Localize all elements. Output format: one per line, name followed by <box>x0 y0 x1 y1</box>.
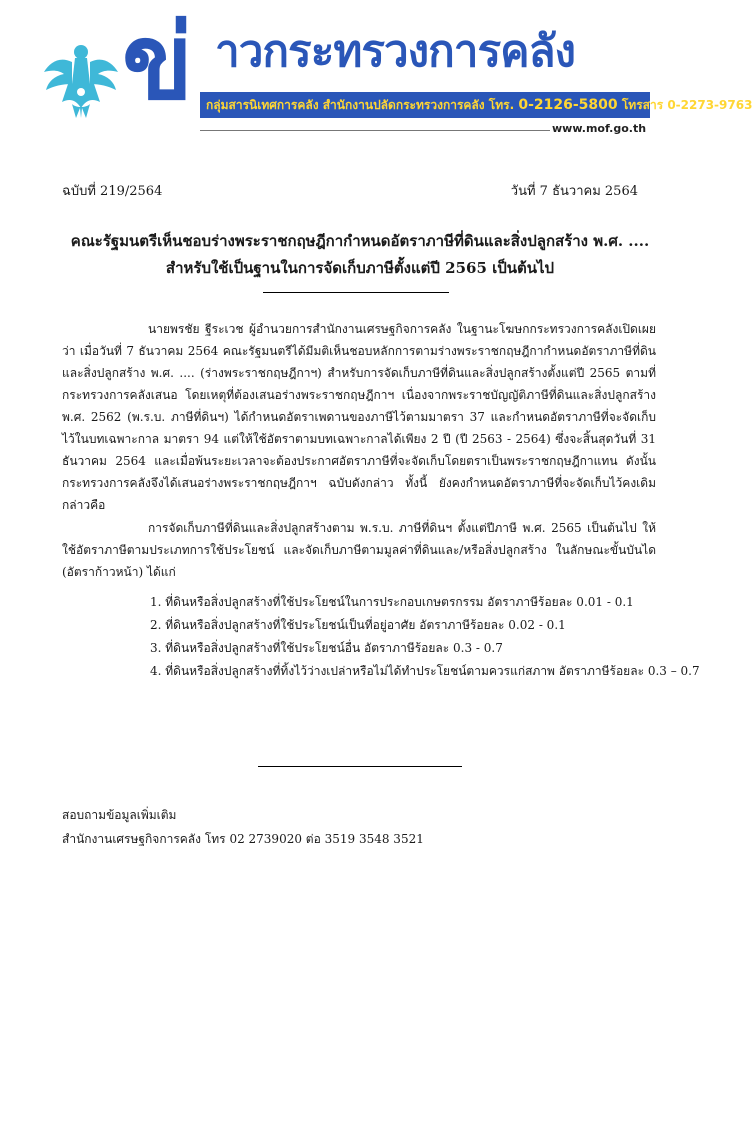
title-line-1: คณะรัฐมนตรีเห็นชอบร่างพระราชกฤษฎีกากำหนดอัตราภาษีที่ดินและสิ่งปลูกสร้าง พ.ศ. .... <box>70 232 650 250</box>
list-item: 2. ที่ดินหรือสิ่งปลูกสร้างที่ใช้ประโยชน์เป็นที่อยู่อาศัย อัตราภาษีร้อยละ 0.02 - 0.1 <box>150 618 566 632</box>
body-paragraph-2: การจัดเก็บภาษีที่ดินและสิ่งปลูกสร้างตาม พ.ร.บ. ภาษีที่ดินฯ ตั้งแต่ปีภาษี พ.ศ. 2565 เป็นต้นไป ให้ใช้อัตราภาษีตามประเภทการใช้ประโยชน์ และจัดเก็บภาษีตามมูลค่าที่ดินและ/หรือสิ่งปลูกสร้าง ในลักษณะขั้นบันได (อัตราก้าวหน้า) ได้แก่ <box>62 521 656 579</box>
header-fax: โทรสาร 0-2273-9763 <box>621 98 752 112</box>
document-title <box>40 228 680 282</box>
garuda-emblem-icon <box>42 38 120 120</box>
contact-heading: สอบถามข้อมูลเพิ่มเติม <box>62 808 177 822</box>
body-paragraph-1: นายพรชัย ฐีระเวช ผู้อำนวยการสำนักงานเศรษฐกิจการคลัง ในฐานะโฆษกกระทรวงการคลังเปิดเผยว่า เมื่อวันที่ 7 ธันวาคม 2564 คณะรัฐมนตรีได้มีมติเห็นชอบหลักการตามร่างพระราชกฤษฎีกากำหนดอัตราภาษีที่ดินและสิ่งปลูกสร้าง พ.ศ. .... (ร่างพระราชกฤษฎีกาฯ) สำหรับการจัดเก็บภาษีที่ดินและสิ่งปลูกสร้างตั้งแต่ปี 2565 ตามที่กระทรวงการคลังเสนอ โดยเหตุที่ต้องเสนอร่างพระราชกฤษฎีกาฯ เนื่องจากพระราชบัญญัติภาษีที่ดินและสิ่งปลูกสร้าง พ.ศ. 2562 (พ.ร.บ. ภาษีที่ดินฯ) ได้กำหนดอัตราเพดานของภาษีไว้ตามมาตรา 37 และกำหนดอัตราภาษีที่จะจัดเก็บไว้ในบทเฉพาะกาล มาตรา 94 แต่ให้ใช้อัตราตามบทเฉพาะกาลได้เพียง 2 ปี (ปี 2563 - 2564) ซึ่งจะสิ้นสุดวันที่ 31 ธันวาคม 2564 และเมื่อพ้นระยะเวลาจะต้องประกาศอัตราภาษีที่จะจัดเก็บโดยตราเป็นพระราชกฤษฎีกาแทน ดังนั้น กระทรวงการคลังจึงได้เสนอร่างพระราชกฤษฎีกาฯ ฉบับดังกล่าว ทั้งนี้ ยังคงกำหนดอัตราภาษีที่จะจัดเก็บไว้คงเดิม กล่าวคือ <box>62 322 656 512</box>
contact-info <box>62 803 424 851</box>
title-underline <box>263 292 449 293</box>
title-line-2: สำหรับใช้เป็นฐานในการจัดเก็บภาษีตั้งแต่ปี 2565 เป็นต้นไป <box>165 259 555 277</box>
header-big-character: ข่ <box>122 1 190 123</box>
contact-line: สำนักงานเศรษฐกิจการคลัง โทร 02 2739020 ต่อ 3519 3548 3521 <box>62 832 424 846</box>
issue-date: วันที่ 7 ธันวาคม 2564 <box>510 184 638 199</box>
header-phone: 0-2126-5800 <box>518 97 618 113</box>
header-subtitle <box>206 96 752 115</box>
press-release-header <box>0 0 752 150</box>
header-subtitle-bar <box>200 92 752 118</box>
list-item: 3. ที่ดินหรือสิ่งปลูกสร้างที่ใช้ประโยชน์อื่น อัตราภาษีร้อยละ 0.3 - 0.7 <box>150 641 503 655</box>
list-item: 1. ที่ดินหรือสิ่งปลูกสร้างที่ใช้ประโยชน์ในการประกอบเกษตรกรรม อัตราภาษีร้อยละ 0.01 - 0.1 <box>150 595 634 609</box>
header-divider <box>200 130 550 131</box>
end-divider <box>258 766 462 767</box>
list-item: 4. ที่ดินหรือสิ่งปลูกสร้างที่ทิ้งไว้ว่างเปล่าหรือไม่ได้ทำประโยชน์ตามควรแก่สภาพ อัตราภาษีร้อยละ 0.3 – 0.7 <box>150 664 700 678</box>
header-subtitle-text: กลุ่มสารนิเทศการคลัง สำนักงานปลัดกระทรวงการคลัง โทร. <box>206 98 515 112</box>
tax-rate-list <box>150 591 700 683</box>
header-title: าวกระทรวงการคลัง <box>215 26 576 77</box>
issue-number: ฉบับที่ 219/2564 <box>62 184 163 199</box>
header-website-link[interactable]: www.mof.go.th <box>552 122 647 135</box>
